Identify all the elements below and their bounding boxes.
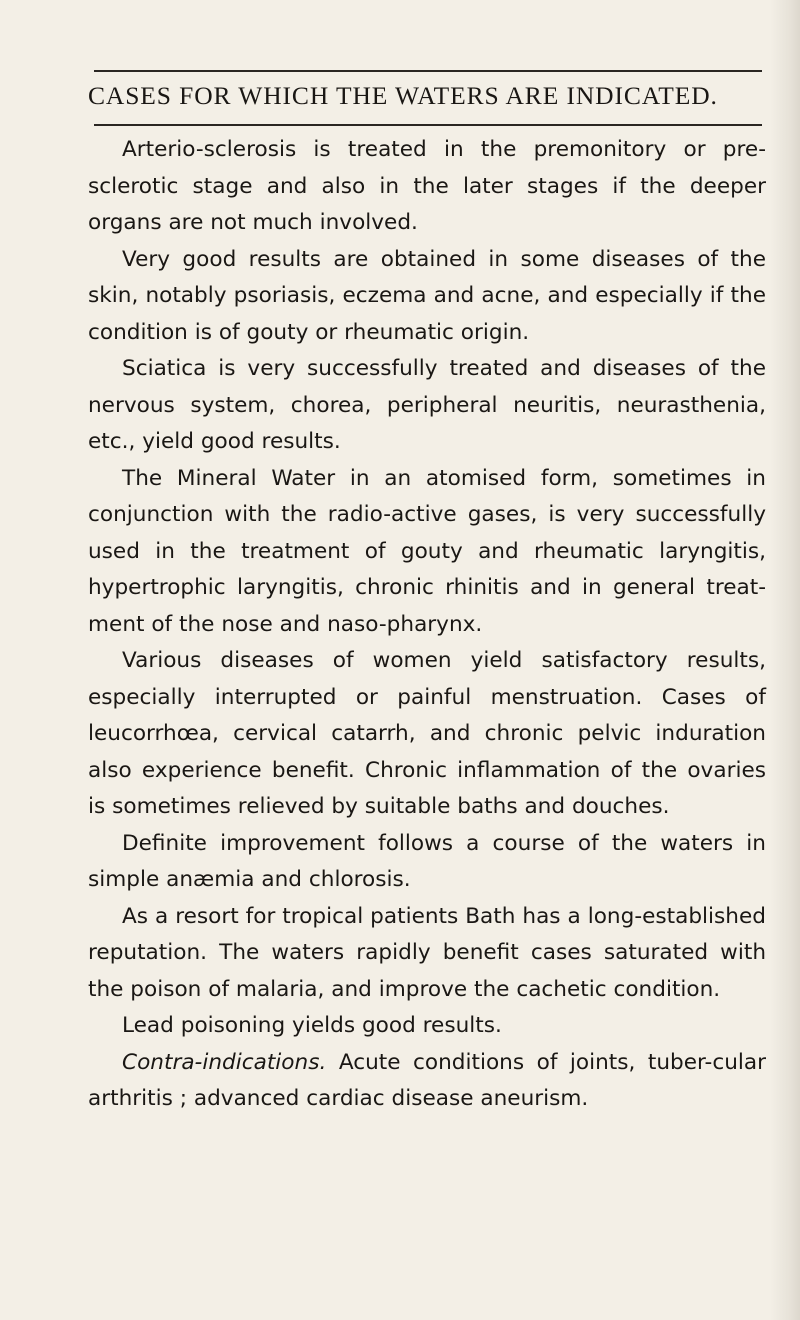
paragraph-mineral-water: The Mineral Water in an atomised form, sometimes in conjunction with the radio-active gases, is very successfully used in the treatment of gouty and rheumatic laryngitis, hypertrophic laryngitis, chronic rhinitis and in general treat-ment of the nose and naso-pharynx. bbox=[88, 465, 766, 637]
paragraph-diseases-of-women: Various diseases of women yield satisfactory results, especially interrupted or painful menstruation. Cases of leucorrhœa, cervical catarrh, and chronic pelvic induration also experience benefit. Chronic inflammation of the ovaries is sometimes relieved by suitable baths and douches. bbox=[88, 648, 766, 819]
contra-indications-text: Acute conditions of joints, tuber-cular arthritis ; advanced cardiac disease aneurism. bbox=[88, 1049, 766, 1111]
header-rule-top bbox=[94, 70, 762, 72]
paragraph-lead-poisoning: Lead poisoning yields good results. bbox=[122, 1013, 502, 1038]
contra-indications-label: Contra-indications. bbox=[122, 1049, 327, 1075]
paragraph-skin-diseases: Very good results are obtained in some diseases of the skin, notably psoriasis, eczema and acne, and especially if the condition is of gouty or rheumatic origin. bbox=[88, 246, 766, 345]
paragraph-anaemia: Definite improvement follows a course of the waters in simple anæmia and chlorosis. bbox=[88, 830, 766, 892]
paragraph-sciatica: Sciatica is very successfully treated and diseases of the nervous system, chorea, peripheral neuritis, neurasthenia, etc., yield good results. bbox=[88, 356, 766, 454]
body-text bbox=[88, 132, 766, 1118]
paragraph-contra-indications bbox=[88, 1045, 766, 1118]
running-header: CASES FOR WHICH THE WATERS ARE INDICATED. bbox=[88, 81, 718, 110]
paragraph-arterio-sclerosis: Arterio-sclerosis is treated in the premonitory or pre-sclerotic stage and also in the later stages if the deeper organs are not much involved. bbox=[88, 137, 766, 235]
paragraph-tropical-patients: As a resort for tropical patients Bath has a long-established reputation. The waters rapidly benefit cases saturated with the poison of malaria, and improve the cachetic condition. bbox=[88, 903, 766, 1002]
header-rule-bottom bbox=[94, 124, 762, 126]
